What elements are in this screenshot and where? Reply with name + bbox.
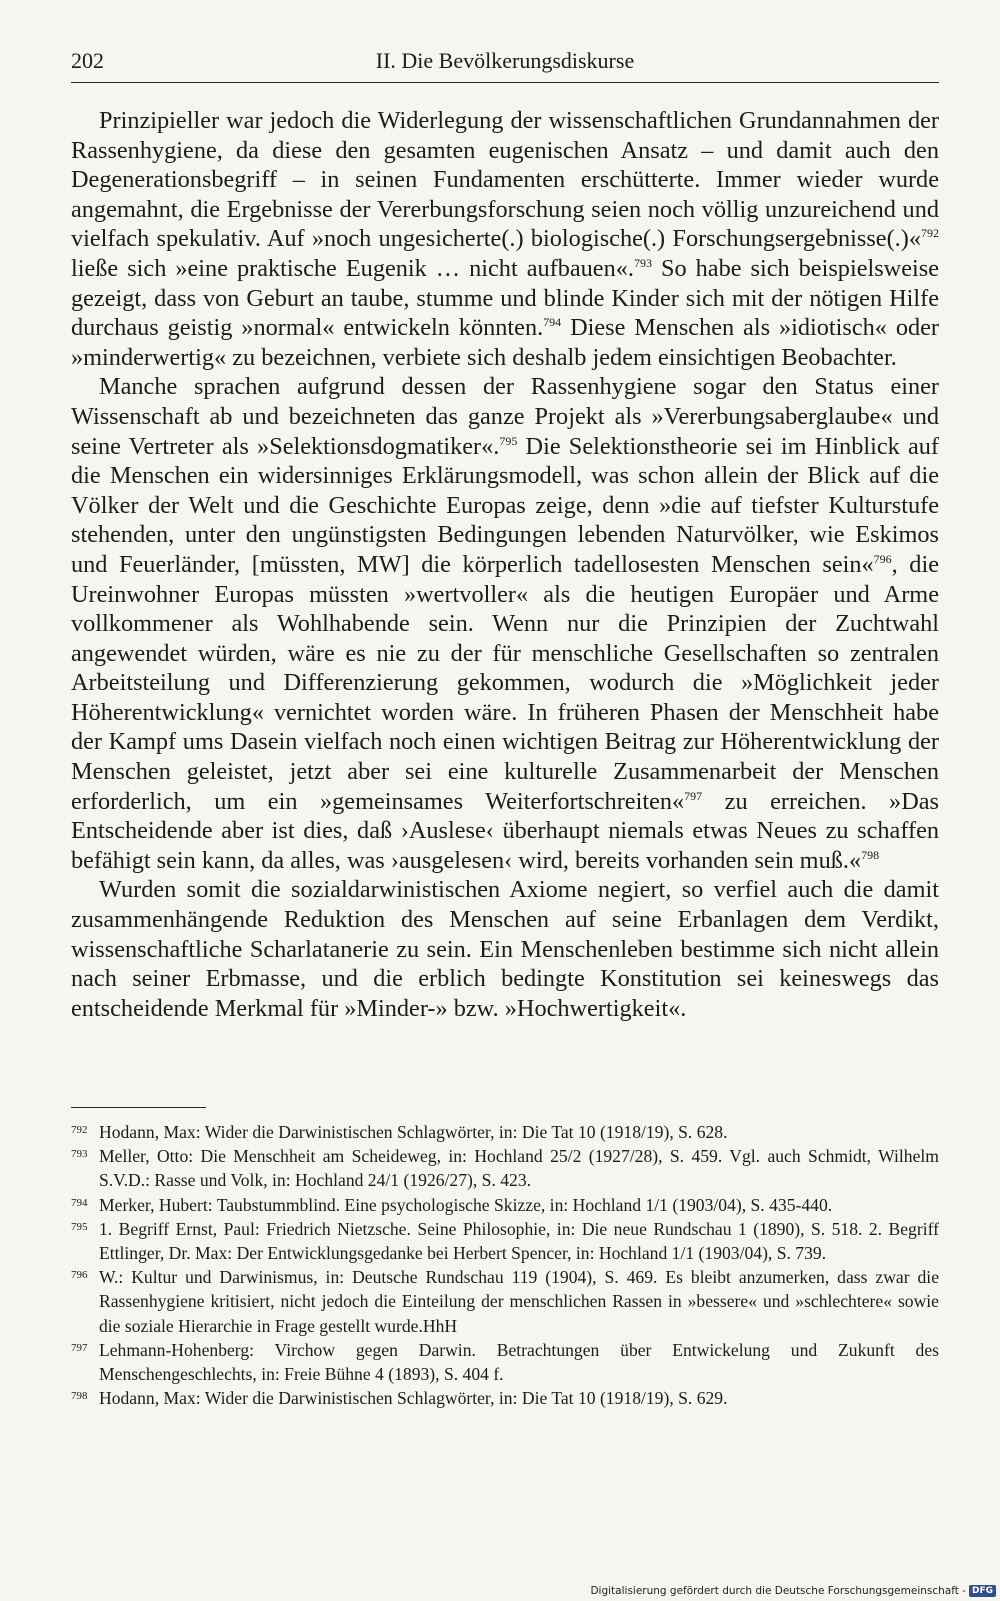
footnote-ref[interactable]: 793 (633, 255, 652, 270)
footnote-number: 798 (71, 1390, 88, 1403)
dfg-logo: DFG (969, 1585, 996, 1597)
digitization-credit (590, 1585, 996, 1597)
footnote-number: 797 (71, 1341, 88, 1354)
paragraph-2: Manche sprachen aufgrund dessen der Rassenhygiene sogar den Status einer Wissenschaft ab und bezeichneten das ganze Projekt als »Vererbungsaberglaube« und seine Vertreter als »Selektionsdogmatiker«.$^{795}$ Die Selektionstheorie sei im Hinblick auf die Menschen ein widersinniges Erklärungsmodell, was schon allein der Blick auf die Völker der Welt und die Geschichte Europas zeige, denn »die auf tiefster Kulturstufe stehenden, unter den ungünstigsten Bedingungen lebenden Naturvölker, wie Eskimos und Feuerländer, [müssten, MW] die körperlich tadellosesten Menschen sein«$^{796}$, die Ureinwohner Europas müssten »wertvoller« als die heutigen Europäer und Arme vollkommener als Wohlhabende sein. Wenn nur die Prinzipien der Zuchtwahl angewendet würden, wäre es nie zu der für menschliche Gesellschaften so zentralen Arbeitsteilung und Differenzierung gekommen, wodurch die »Möglichkeit jeder Höherentwicklung« vernichtet worden wäre. In früheren Phasen der Menschheit habe der Kampf ums Dasein vielfach noch einen wichtigen Beitrag zur Höherentwicklung der Menschen geleistet, jetzt aber sei eine kulturelle Zusammenarbeit der Menschen erforderlich, um ein »gemeinsames Weiterfortschreiten«$^{797}$ zu erreichen. »Das Entscheidende aber ist dies, daß ›Auslese‹ überhaupt niemals etwas Neues zu schaffen befähigt sein kann, da alles, was ›ausgelesen‹ wird, bereits vorhanden sein muß.«$^{798}$ (71, 373, 939, 874)
footnote-text: Hodann, Max: Wider die Darwinistischen Schlagwörter, in: Die Tat 10 (1918/19), S. 629. (99, 1388, 728, 1409)
footnote-number: 794 (71, 1196, 88, 1209)
footnote-ref[interactable]: 797 (684, 788, 703, 803)
footnote-794 (71, 1193, 939, 1217)
footnote-793 (71, 1144, 939, 1192)
footnote-798 (71, 1386, 939, 1410)
footnote-ref[interactable]: 798 (861, 847, 880, 862)
footnotes (71, 1120, 939, 1410)
page-number: 202 (71, 48, 104, 73)
footnote-795 (71, 1217, 939, 1265)
paragraph-3: Wurden somit die sozialdarwinistischen Axiome negiert, so verfiel auch die damit zusammenhängende Reduktion des Menschen auf seine Erbanlagen dem Verdikt, wissenschaftliche Scharlatanerie zu sein. Ein Menschenleben bestimme sich nicht allein nach seiner Erbmasse, und die erblich bedingte Konstitution sei keineswegs das entscheidende Merkmal für »Minder-» bzw. »Hochwertigkeit«. (71, 876, 939, 1022)
footnote-number: 795 (71, 1220, 88, 1233)
footnote-text: 1. Begriff Ernst, Paul: Friedrich Nietzsche. Seine Philosophie, in: Die neue Rundschau 1 (1890), S. 518. 2. Begriff Ettlinger, Dr. Max: Der Entwicklungsgedanke bei Herbert Spencer, in: Hochland 1/1 (1903/04), S. 739. (99, 1218, 939, 1264)
footnote-number: 793 (71, 1148, 88, 1161)
footnote-797 (71, 1338, 939, 1386)
footnote-ref[interactable]: 794 (543, 315, 562, 330)
footnote-text: Meller, Otto: Die Menschheit am Scheideweg, in: Hochland 25/2 (1927/28), S. 459. Vgl. auch Schmidt, Wilhelm S.V.D.: Rasse und Volk, in: Hochland 24/1 (1926/27), S. 423. (99, 1146, 939, 1191)
page-header (71, 48, 939, 83)
footnote-ref[interactable]: 795 (499, 433, 518, 448)
paragraph-1: Prinzipieller war jedoch die Widerlegung der wissenschaftlichen Grundannahmen der Rassenhygiene, da diese den gesamten eugenischen Ansatz – und damit auch den Degenerationsbegriff – in seinen Fundamenten erschütterte. Immer wieder wurde angemahnt, die Ergebnisse der Vererbungsforschung seien noch völlig unzureichend und vielfach spekulativ. Auf »noch ungesicherte(.) biologische(.) Forschungsergebnisse(.)«$^{792}$ ließe sich »eine praktische Eugenik … nicht aufbauen«.$^{793}$ So habe sich beispielsweise gezeigt, dass von Geburt an taube, stumme und blinde Kinder sich mit der nötigen Hilfe durchaus geistig »normal« entwickeln könnten.$^{794}$ Diese Menschen als »idiotisch« oder »minderwertig« zu bezeichnen, verbiete sich deshalb jedem einsichtigen Beobachter. (71, 107, 939, 371)
footnote-text: Merker, Hubert: Taubstummblind. Eine psychologische Skizze, in: Hochland 1/1 (1903/04), S. 435-440. (99, 1194, 833, 1215)
body-text (71, 106, 939, 1023)
footnote-divider (71, 1107, 206, 1108)
digitization-text: Digitalisierung gefördert durch die Deutsche Forschungsgemeinschaft - (590, 1585, 966, 1597)
footnote-text: Hodann, Max: Wider die Darwinistischen Schlagwörter, in: Die Tat 10 (1918/19), S. 628. (99, 1122, 728, 1142)
footnote-792 (71, 1120, 939, 1144)
footnote-number: 792 (71, 1124, 88, 1136)
footnote-text: W.: Kultur und Darwinismus, in: Deutsche Rundschau 119 (1904), S. 469. Es bleibt anzumerken, dass zwar die Rassenhygiene kritisiert, nicht jedoch die Einteilung der menschlichen Rassen in »bessere« und »schlechtere« sowie die soziale Hierarchie in Frage gestellt wurde.HhH (99, 1267, 939, 1336)
footnote-ref[interactable]: 792 (921, 226, 939, 241)
running-head: II. Die Bevölkerungsdiskurse (375, 48, 635, 73)
footnote-796 (71, 1265, 939, 1338)
footnote-number: 796 (71, 1269, 88, 1282)
footnote-text: Lehmann-Hohenberg: Virchow gegen Darwin. Betrachtungen über Entwickelung und Zukunft des Menschengeschlechts, in: Freie Bühne 4 (1893), S. 404 f. (99, 1339, 939, 1385)
footnote-ref[interactable]: 796 (873, 551, 892, 566)
